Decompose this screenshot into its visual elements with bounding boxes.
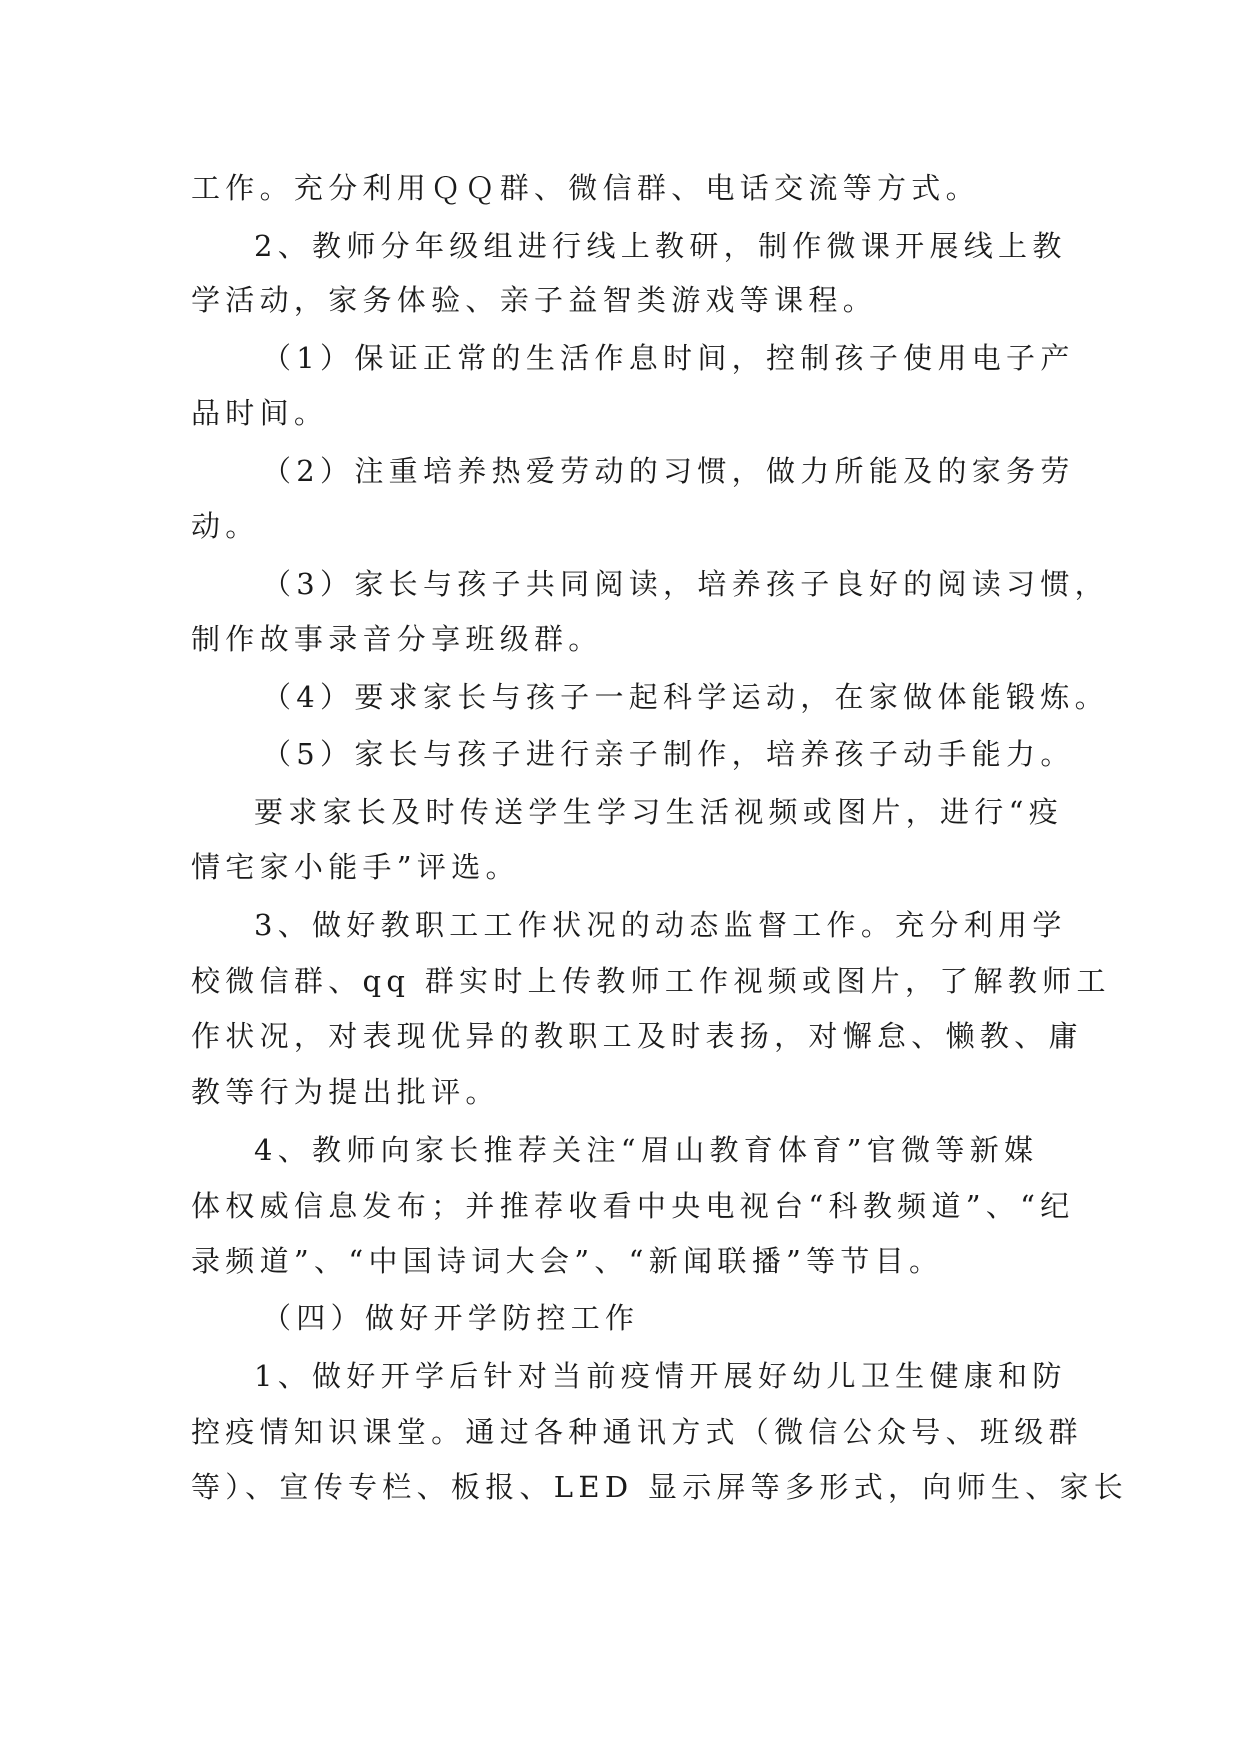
text-line: （1）保证正常的生活作息时间，控制孩子使用电子产: [262, 341, 1075, 375]
text-line: 等）、宣传专栏、板报、LED 显示屏等多形式，向师生、家长: [191, 1470, 1129, 1504]
text-line: （4）要求家长与孩子一起科学运动，在家做体能锻炼。: [262, 680, 1109, 714]
text-line: 体权威信息发布；并推荐收看中央电视台“科教频道”、“纪: [191, 1189, 1075, 1223]
text-line: 4、教师向家长推荐关注“眉山教育体育”官微等新媒: [254, 1133, 1039, 1167]
text-line: 3、做好教职工工作状况的动态监督工作。充分利用学: [254, 908, 1067, 942]
text-line: 工作。充分利用ＱＱ群、微信群、电话交流等方式。: [191, 171, 980, 205]
text-line: 动。: [191, 509, 260, 543]
text-line: 录频道”、“中国诗词大会”、“新闻联播”等节目。: [191, 1244, 944, 1278]
text-line: （2）注重培养热爱劳动的习惯，做力所能及的家务劳: [262, 454, 1075, 488]
text-line: （3）家长与孩子共同阅读，培养孩子良好的阅读习惯，: [262, 567, 1109, 601]
text-line: 要求家长及时传送学生学习生活视频或图片，进行“疫: [254, 795, 1064, 829]
text-line: 教等行为提出批评。: [191, 1075, 500, 1109]
text-line: 控疫情知识课堂。通过各种通讯方式（微信公众号、班级群: [191, 1415, 1083, 1449]
text-line: 制作故事录音分享班级群。: [191, 622, 603, 656]
text-line: 2、教师分年级组进行线上教研，制作微课开展线上教: [254, 229, 1067, 263]
text-line: 品时间。: [191, 396, 329, 430]
text-line: 情宅家小能手”评选。: [191, 850, 520, 884]
text-line: 1、做好开学后针对当前疫情开展好幼儿卫生健康和防: [254, 1359, 1067, 1393]
text-line: 学活动，家务体验、亲子益智类游戏等课程。: [191, 283, 878, 317]
text-line: 作状况，对表现优异的教职工及时表扬，对懈怠、懒教、庸: [191, 1019, 1083, 1053]
text-line: 校微信群、qq 群实时上传教师工作视频或图片，了解教师工: [191, 964, 1111, 998]
section-heading: （四）做好开学防控工作: [262, 1301, 640, 1335]
text-line: （5）家长与孩子进行亲子制作，培养孩子动手能力。: [262, 737, 1075, 771]
